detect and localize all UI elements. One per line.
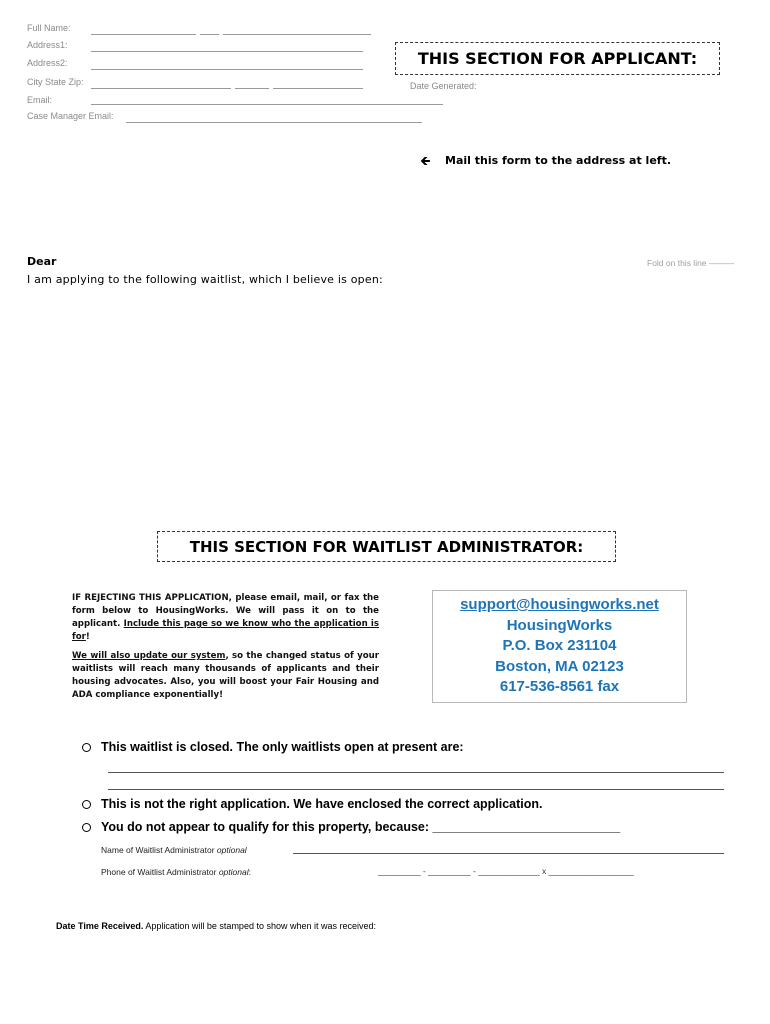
option-wrong-application-label: This is not the right application. We have enclosed the correct application. xyxy=(101,797,543,811)
contact-po-box: P.O. Box 231104 xyxy=(502,637,617,654)
applicant-section-heading: THIS SECTION FOR APPLICANT: xyxy=(395,42,720,75)
open-waitlists-line-2[interactable] xyxy=(108,789,724,790)
support-email-link[interactable]: support@housingworks.net xyxy=(460,596,659,613)
date-time-received-bold: Date Time Received. xyxy=(56,921,144,931)
middle-initial-line[interactable] xyxy=(200,34,219,35)
admin-name-label xyxy=(101,845,247,855)
admin-name-text: Name of Waitlist Administrator xyxy=(101,845,215,855)
radio-circle-icon[interactable] xyxy=(82,743,91,752)
admin-phone-text: Phone of Waitlist Administrator xyxy=(101,867,217,877)
radio-circle-icon[interactable] xyxy=(82,823,91,832)
admin-name-line[interactable] xyxy=(293,853,724,854)
full-name-label: Full Name: xyxy=(27,23,71,33)
contact-org: HousingWorks xyxy=(506,616,613,634)
email-line[interactable] xyxy=(91,104,443,105)
contact-fax: 617-536-8561 fax xyxy=(499,678,620,695)
update-instructions xyxy=(72,650,379,702)
update-rest: , so the changed status of your waitlists will reach many thousands of applicants and their housing advocates. Also, you will boost your Fair Housing and ADA compliance exponentially! xyxy=(72,651,379,700)
date-time-received xyxy=(56,921,376,931)
letter-intro: I am applying to the following waitlist, which I believe is open: xyxy=(27,273,383,286)
address1-line[interactable] xyxy=(91,51,363,52)
radio-circle-icon[interactable] xyxy=(82,800,91,809)
zip-line[interactable] xyxy=(273,88,363,89)
date-generated-label: Date Generated: xyxy=(410,81,477,91)
case-manager-email-label: Case Manager Email: xyxy=(27,111,114,121)
date-time-received-text: Application will be stamped to show when it was received: xyxy=(143,921,377,931)
address1-label: Address1: xyxy=(27,40,68,50)
address2-label: Address2: xyxy=(27,58,68,68)
contact-city: Boston, MA 02123 xyxy=(495,657,624,675)
reject-instructions xyxy=(72,592,379,644)
contact-box xyxy=(432,590,687,703)
case-manager-email-line[interactable] xyxy=(126,122,422,123)
state-line[interactable] xyxy=(235,88,269,89)
admin-phone-colon: : xyxy=(248,867,251,877)
open-waitlists-line-1[interactable] xyxy=(108,772,724,773)
arrow-left-icon: 🡸 xyxy=(420,153,431,168)
option-wrong-application[interactable] xyxy=(82,797,543,811)
reject-end: ! xyxy=(85,632,90,642)
admin-phone-optional: optional xyxy=(218,867,249,877)
email-label: Email: xyxy=(27,95,53,105)
last-name-line[interactable] xyxy=(223,34,371,35)
first-name-line[interactable] xyxy=(91,34,196,35)
reject-lead: IF REJECTING THIS APPLICATION, please email, mail, or fax the form below to HousingWorks. We will pass it on to the applicant. xyxy=(72,593,379,629)
update-underlined: We will also update our system xyxy=(72,651,226,661)
option-closed-label: This waitlist is closed. The only waitlists open at present are: xyxy=(101,740,464,754)
city-state-zip-label: City State Zip: xyxy=(27,77,84,87)
admin-section-heading: THIS SECTION FOR WAITLIST ADMINISTRATOR: xyxy=(157,531,616,562)
address2-line[interactable] xyxy=(91,69,363,70)
admin-phone-label xyxy=(101,867,251,877)
fold-line-label: Fold on this line ——— xyxy=(647,258,735,268)
reject-underlined: Include this page so we know who the application is for xyxy=(72,619,379,642)
salutation: Dear xyxy=(27,255,57,268)
mail-note: Mail this form to the address at left. xyxy=(445,154,672,167)
option-closed[interactable] xyxy=(82,740,464,754)
option-not-qualify-label: You do not appear to qualify for this property, because: ___________________________ xyxy=(101,820,621,834)
city-line[interactable] xyxy=(91,88,231,89)
option-not-qualify[interactable] xyxy=(82,820,620,834)
admin-name-optional: optional xyxy=(216,845,247,855)
admin-phone-blanks[interactable]: _________ - _________ - _____________ x __________________ xyxy=(378,866,634,876)
